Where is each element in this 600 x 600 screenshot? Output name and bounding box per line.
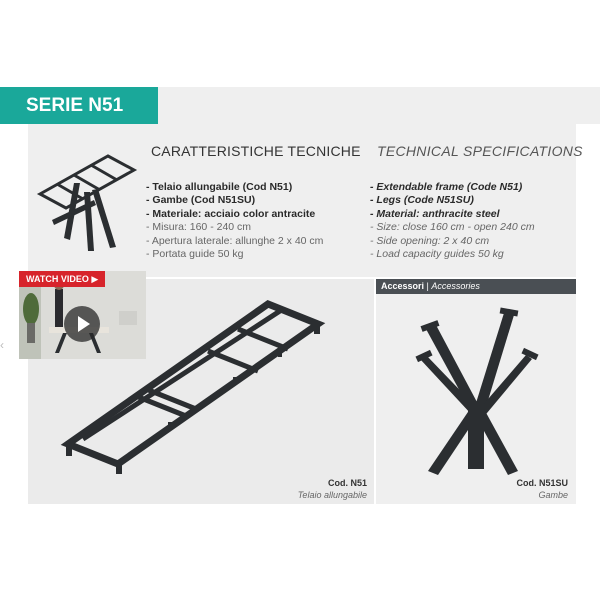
watch-video-button[interactable]: WATCH VIDEO ▶	[19, 271, 105, 287]
product-code-legs: Cod. N51SU	[516, 478, 568, 488]
specs-list-english	[370, 181, 535, 261]
spec-item: - Portata guide 50 kg	[146, 248, 244, 261]
legs-product-panel	[376, 279, 576, 504]
accessories-label-en: Accessories	[431, 281, 480, 291]
spec-item: - Legs (Code N51SU)	[370, 194, 474, 207]
series-title: SERIE N51	[0, 87, 158, 124]
spec-item: - Materiale: acciaio color antracite	[146, 207, 316, 220]
spec-item: - Gambe (Cod N51SU)	[146, 194, 256, 207]
product-name-frame: Telaio allungabile	[297, 490, 367, 500]
spec-item: - Load capacity guides 50 kg	[370, 248, 504, 261]
spec-item: - Misura: 160 - 240 cm	[146, 221, 252, 234]
spec-item: - Extendable frame (Code N51)	[370, 181, 523, 193]
specs-heading-italian: CARATTERISTICHE TECNICHE	[151, 143, 361, 159]
chevron-left-icon[interactable]: ‹	[0, 338, 4, 352]
spec-item: - Material: anthracite steel	[370, 207, 500, 220]
accessories-separator: |	[426, 281, 429, 291]
spec-item: - Apertura laterale: allunghe 2 x 40 cm	[146, 234, 324, 247]
frame-with-legs-illustration	[30, 148, 140, 260]
play-icon[interactable]	[64, 306, 100, 342]
spec-item: - Telaio allungabile (Cod N51)	[146, 181, 293, 193]
accessories-bar	[376, 279, 576, 294]
legs-image	[376, 279, 576, 504]
accessories-label-it: Accessori	[381, 281, 425, 291]
spec-item: - Size: close 160 cm - open 240 cm	[370, 221, 535, 234]
specs-list-italian	[146, 181, 323, 261]
specs-heading-english: TECHNICAL SPECIFICATIONS	[377, 143, 583, 159]
product-name-legs: Gambe	[538, 490, 568, 500]
spec-item: - Side opening: 2 x 40 cm	[370, 234, 490, 247]
product-code-frame: Cod. N51	[327, 478, 367, 488]
